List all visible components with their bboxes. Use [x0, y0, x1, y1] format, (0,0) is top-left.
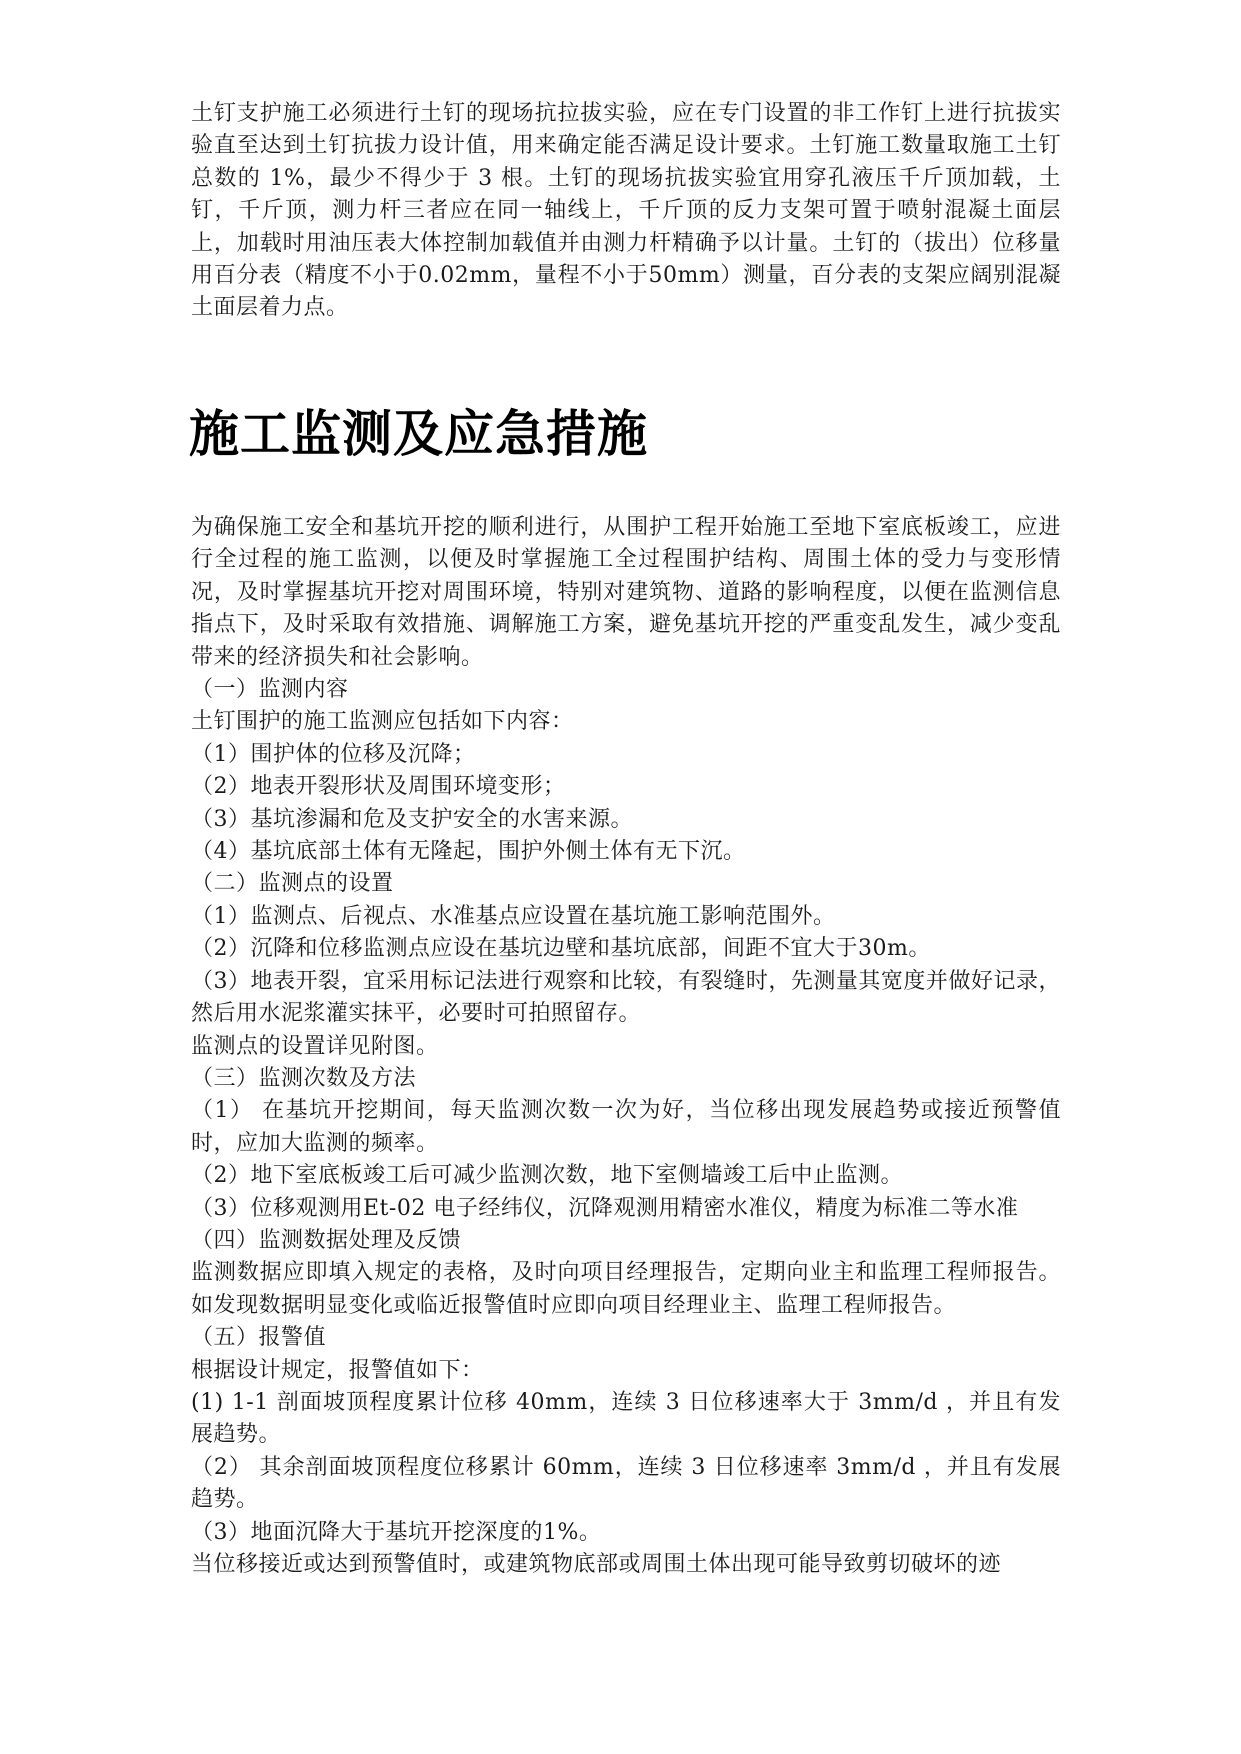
list-item: （3）地面沉降大于基坑开挖深度的1%。 [191, 1519, 602, 1545]
list-item: （2） 其余剖面坡顶程度位移累计 60mm，连续 3 日位移速率 3mm/d ，并且有发展趋势。 [191, 1454, 1061, 1513]
alarm-heading: （五）报警值 [191, 1325, 327, 1351]
frequency-heading: （三）监测次数及方法 [191, 1065, 417, 1091]
list-item: （2）地下室底板竣工后可减少监测次数，地下室侧墙竣工后中止监测。 [191, 1163, 903, 1189]
points-heading: （二）监测点的设置 [191, 871, 394, 897]
monitor-content-lead: 土钉围护的施工监测应包括如下内容： [191, 709, 574, 735]
section-body [191, 512, 1061, 1581]
intro-section [191, 98, 1061, 325]
list-item: （3）地表开裂，宜采用标记法进行观察和比较，有裂缝时，先测量其宽度并做好记录，然后用水泥浆灌实抹平，必要时可拍照留存。 [191, 968, 1061, 1027]
feedback-paragraph: 监测数据应即填入规定的表格，及时向项目经理报告，定期向业主和监理工程师报告。如发现数据明显变化或临近报警值时应即向项目经理业主、监理工程师报告。 [191, 1260, 1061, 1318]
list-item: （2）地表开裂形状及周围环境变形； [191, 774, 566, 800]
list-item: （3）位移观测用Et-02 电子经纬仪，沉降观测用精密水准仪，精度为标准二等水准 [191, 1195, 1019, 1221]
list-item: （2）沉降和位移监测点应设在基坑边壁和基坑底部，间距不宜大于30m。 [191, 936, 931, 962]
feedback-heading: （四）监测数据处理及反馈 [191, 1227, 462, 1253]
section-intro-paragraph: 为确保施工安全和基坑开挖的顺利进行，从围护工程开始施工至地下室底板竣工，应进行全过程的施工监测，以便及时掌握施工全过程围护结构、周围土体的受力与变形情况，及时掌握基坑开挖对周围环境，特别对建筑物、道路的影响程度，以便在监测信息指点下，及时采取有效措施、调解施工方案，避免基坑开挖的严重变乱发生，减少变乱带来的经济损失和社会影响。 [191, 515, 1061, 670]
monitor-content-heading: （一）监测内容 [191, 677, 349, 703]
list-item: (1) 1-1 剖面坡顶程度累计位移 40mm，连续 3 日位移速率大于 3mm/d ，并且有发展趋势。 [191, 1389, 1061, 1448]
list-item: （1） 在基坑开挖期间，每天监测次数一次为好，当位移出现发展趋势或接近预警值时，应加大监测的频率。 [191, 1098, 1061, 1156]
intro-paragraph: 土钉支护施工必须进行土钉的现场抗拉拔实验，应在专门设置的非工作钉上进行抗拔实验直至达到土钉抗拔力设计值，用来确定能否满足设计要求。土钉施工数量取施工土钉总数的 1%，最少不得少于 3 根。土钉的现场抗拔实验宜用穿孔液压千斤顶加载，土钉，千斤顶，测力杆三者应在同一轴线上，千斤顶的反力支架可置于喷射混凝土面层上，加载时用油压表大体控制加载值并由测力杆精确予以计量。土钉的（拔出）位移量用百分表（精度不小于0.02mm，量程不小于50mm）测量，百分表的支架应阔别混凝土面层着力点。 [191, 101, 1061, 321]
closing-paragraph: 当位移接近或达到预警值时，或建筑物底部或周围土体出现可能导致剪切破坏的迹 [191, 1552, 1002, 1577]
alarm-lead: 根据设计规定，报警值如下： [191, 1357, 484, 1383]
list-item: （4）基坑底部土体有无隆起，围护外侧土体有无下沉。 [191, 839, 746, 865]
list-item: （3）基坑渗漏和危及支护安全的水害来源。 [191, 806, 633, 832]
section-heading: 施工监测及应急措施 [189, 405, 648, 463]
list-item: （1）围护体的位移及沉降； [191, 741, 476, 767]
points-note: 监测点的设置详见附图。 [191, 1033, 439, 1059]
list-item: （1）监测点、后视点、水准基点应设置在基坑施工影响范围外。 [191, 903, 836, 929]
